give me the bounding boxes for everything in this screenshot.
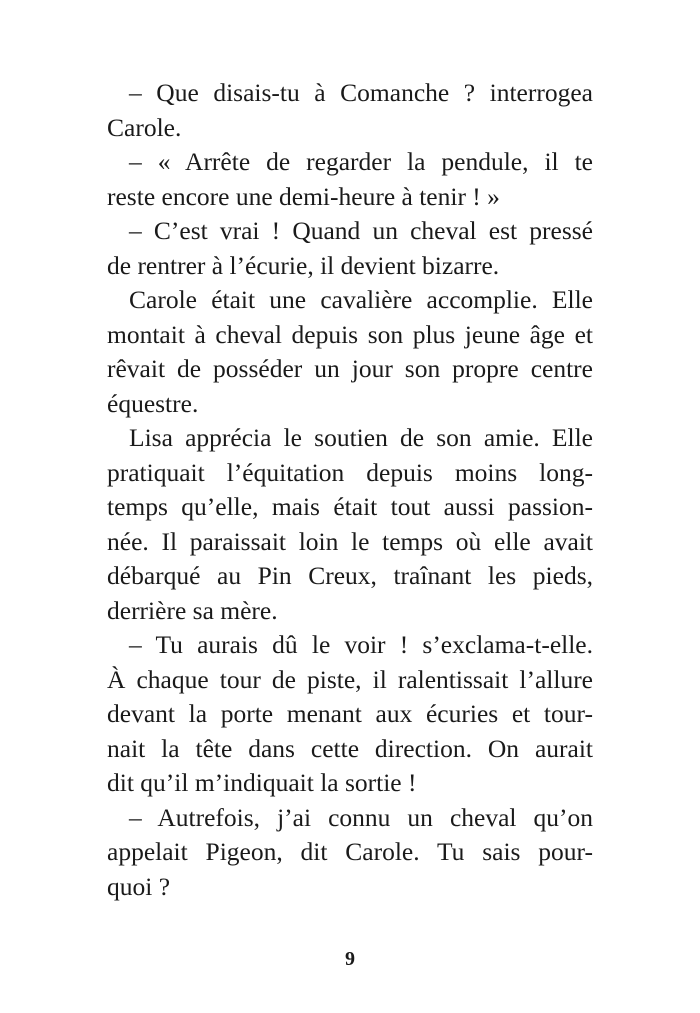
text-line: – C’est vrai ! Quand un cheval est pressé (129, 216, 593, 245)
page-number: 9 (345, 948, 355, 970)
text-line: quoi ? (107, 871, 171, 901)
text-line: – « Arrête de regarder la pendule, il te (129, 147, 593, 176)
text-line: Carole. (107, 112, 182, 142)
text-line: équestre. (107, 388, 199, 418)
text-line: montait à cheval depuis son plus jeune âge et (107, 319, 593, 349)
text-line: appelait Pigeon, dit Carole. Tu sais pour- (107, 837, 593, 866)
text-line: temps qu’elle, mais était tout aussi passion- (107, 492, 593, 521)
text-line: débarqué au Pin Creux, traînant les pieds, (107, 561, 593, 590)
text-line: pratiquait l’équitation depuis moins long- (107, 457, 593, 487)
text-line: dit qu’il m’indiquait la sortie ! (107, 768, 417, 797)
text-line: derrière sa mère. (107, 595, 278, 625)
text-line: née. Il paraissait loin le temps où elle avait (107, 526, 593, 556)
book-page-text (107, 76, 593, 904)
text-line: rêvait de posséder un jour son propre centre (107, 354, 593, 383)
text-line: À chaque tour de piste, il ralentissait l’allure (107, 664, 593, 694)
text-line: – Tu aurais dû le voir ! s’exclama-t-elle. (129, 630, 593, 659)
text-line: reste encore une demi-heure à tenir ! » (107, 181, 500, 211)
text-line: – Que disais-tu à Comanche ? interrogea (129, 78, 593, 107)
text-line: devant la porte menant aux écuries et tour- (107, 699, 593, 728)
text-line: Lisa apprécia le soutien de son amie. Elle (129, 423, 593, 452)
text-line: nait la tête dans cette direction. On aurait (107, 733, 593, 763)
text-line: Carole était une cavalière accomplie. Elle (129, 285, 593, 314)
text-line: – Autrefois, j’ai connu un cheval qu’on (129, 802, 593, 832)
text-line: de rentrer à l’écurie, il devient bizarre. (107, 250, 500, 280)
